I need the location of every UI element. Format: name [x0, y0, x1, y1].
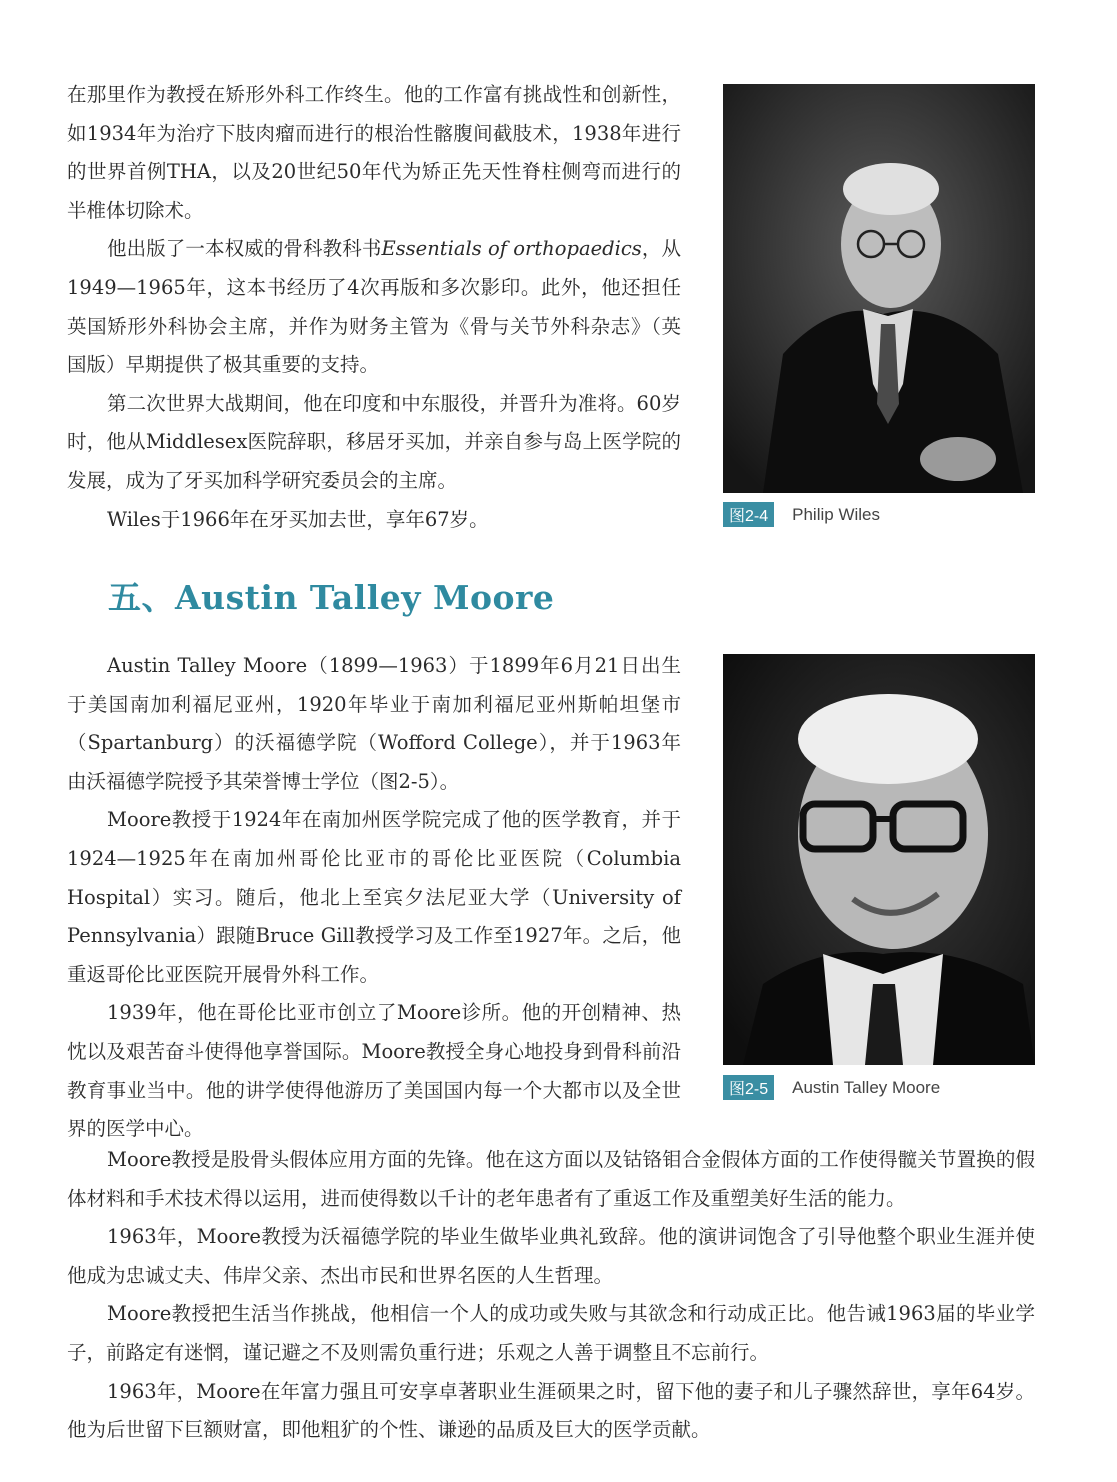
figure-tag: 图2-5 [723, 1075, 774, 1100]
paragraph: 第二次世界大战期间，他在印度和中东服役，并晋升为准将。60岁时，他从Middlesex医院辞职，移居牙买加，并亲自参与岛上医学院的发展，成为了牙买加科学研究委员会的主席。 [67, 391, 681, 492]
paragraph: 在那里作为教授在矫形外科工作终生。他的工作富有挑战性和创新性，如1934年为治疗下肢肉瘤而进行的根治性髂腹间截肢术，1938年进行的世界首例THA，以及20世纪50年代为矫正先天性脊柱侧弯而进行的半椎体切除术。 [67, 83, 681, 222]
text-run: 他出版了一本权威的骨科教科书 [107, 237, 382, 261]
figure-tag: 图2-4 [723, 502, 774, 527]
paragraph: Moore教授是股骨头假体应用方面的先锋。他在这方面以及钴铬钼合金假体方面的工作使得髋关节置换的假体材料和手术技术得以运用，进而使得数以千计的老年患者有了重返工作及重塑美好生活的能力。 [67, 1148, 1035, 1210]
photo-philip-wiles [723, 84, 1035, 493]
text-run: ，从1949—1965年，这本书经历了4次再版和多次影印。此外，他还担任英国矫形外科协会主席，并作为财务主管为《骨与关节外科杂志》（英国版）早期提供了极其重要的支持。 [67, 237, 681, 377]
caption-text: Austin Talley Moore [792, 1077, 941, 1097]
paragraph: 1963年，Moore教授为沃福德学院的毕业生做毕业典礼致辞。他的演讲词饱含了引导他整个职业生涯并使他成为忠诚丈夫、伟岸父亲、杰出市民和世界名医的人生哲理。 [67, 1225, 1035, 1287]
section3-text [67, 1141, 1035, 1450]
photo-austin-talley-moore [723, 654, 1035, 1065]
paragraph [67, 230, 681, 384]
portrait-image [723, 84, 1035, 493]
figure-caption-2-5 [723, 1075, 940, 1100]
section1-text [67, 76, 681, 539]
book-title: Essentials of orthopaedics [381, 237, 642, 261]
paragraph: 1939年，他在哥伦比亚市创立了Moore诊所。他的开创精神、热忱以及艰苦奋斗使得他享誉国际。Moore教授全身心地投身到骨科前沿教育事业当中。他的讲学使得他游历了美国国内每一个大都市以及全世界的医学中心。 [67, 1001, 681, 1141]
caption-text: Philip Wiles [792, 504, 880, 524]
paragraph: 1963年，Moore在年富力强且可安享卓著职业生涯硕果之时，留下他的妻子和儿子骤然辞世，享年64岁。他为后世留下巨额财富，即他粗犷的个性、谦逊的品质及巨大的医学贡献。 [67, 1379, 1035, 1442]
portrait-image [723, 654, 1035, 1065]
figure-caption-2-4 [723, 502, 880, 527]
section-heading: 五、Austin Talley Moore [108, 578, 555, 617]
paragraph: Austin Talley Moore（1899—1963）于1899年6月21日出生于美国南加利福尼亚州，1920年毕业于南加利福尼亚州斯帕坦堡市（Spartanburg）的沃福德学院（Wofford College），并于1963年由沃福德学院授予其荣誉博士学位（图2-5）。 [67, 654, 681, 793]
section2-text [67, 647, 681, 1149]
paragraph: Moore教授于1924年在南加州医学院完成了他的医学教育，并于1924—1925年在南加州哥伦比亚市的哥伦比亚医院（Columbia Hospital）实习。随后，他北上至宾夕法尼亚大学（University of Pennsylvania）跟随Bruce Gill教授学习及工作至1927年。之后，他重返哥伦比亚医院开展骨外科工作。 [67, 808, 681, 986]
paragraph: Wiles于1966年在牙买加去世，享年67岁。 [107, 507, 489, 531]
paragraph: Moore教授把生活当作挑战，他相信一个人的成功或失败与其欲念和行动成正比。他告诫1963届的毕业学子，前路定有迷惘，谨记避之不及则需负重行进；乐观之人善于调整且不忘前行。 [67, 1302, 1035, 1364]
